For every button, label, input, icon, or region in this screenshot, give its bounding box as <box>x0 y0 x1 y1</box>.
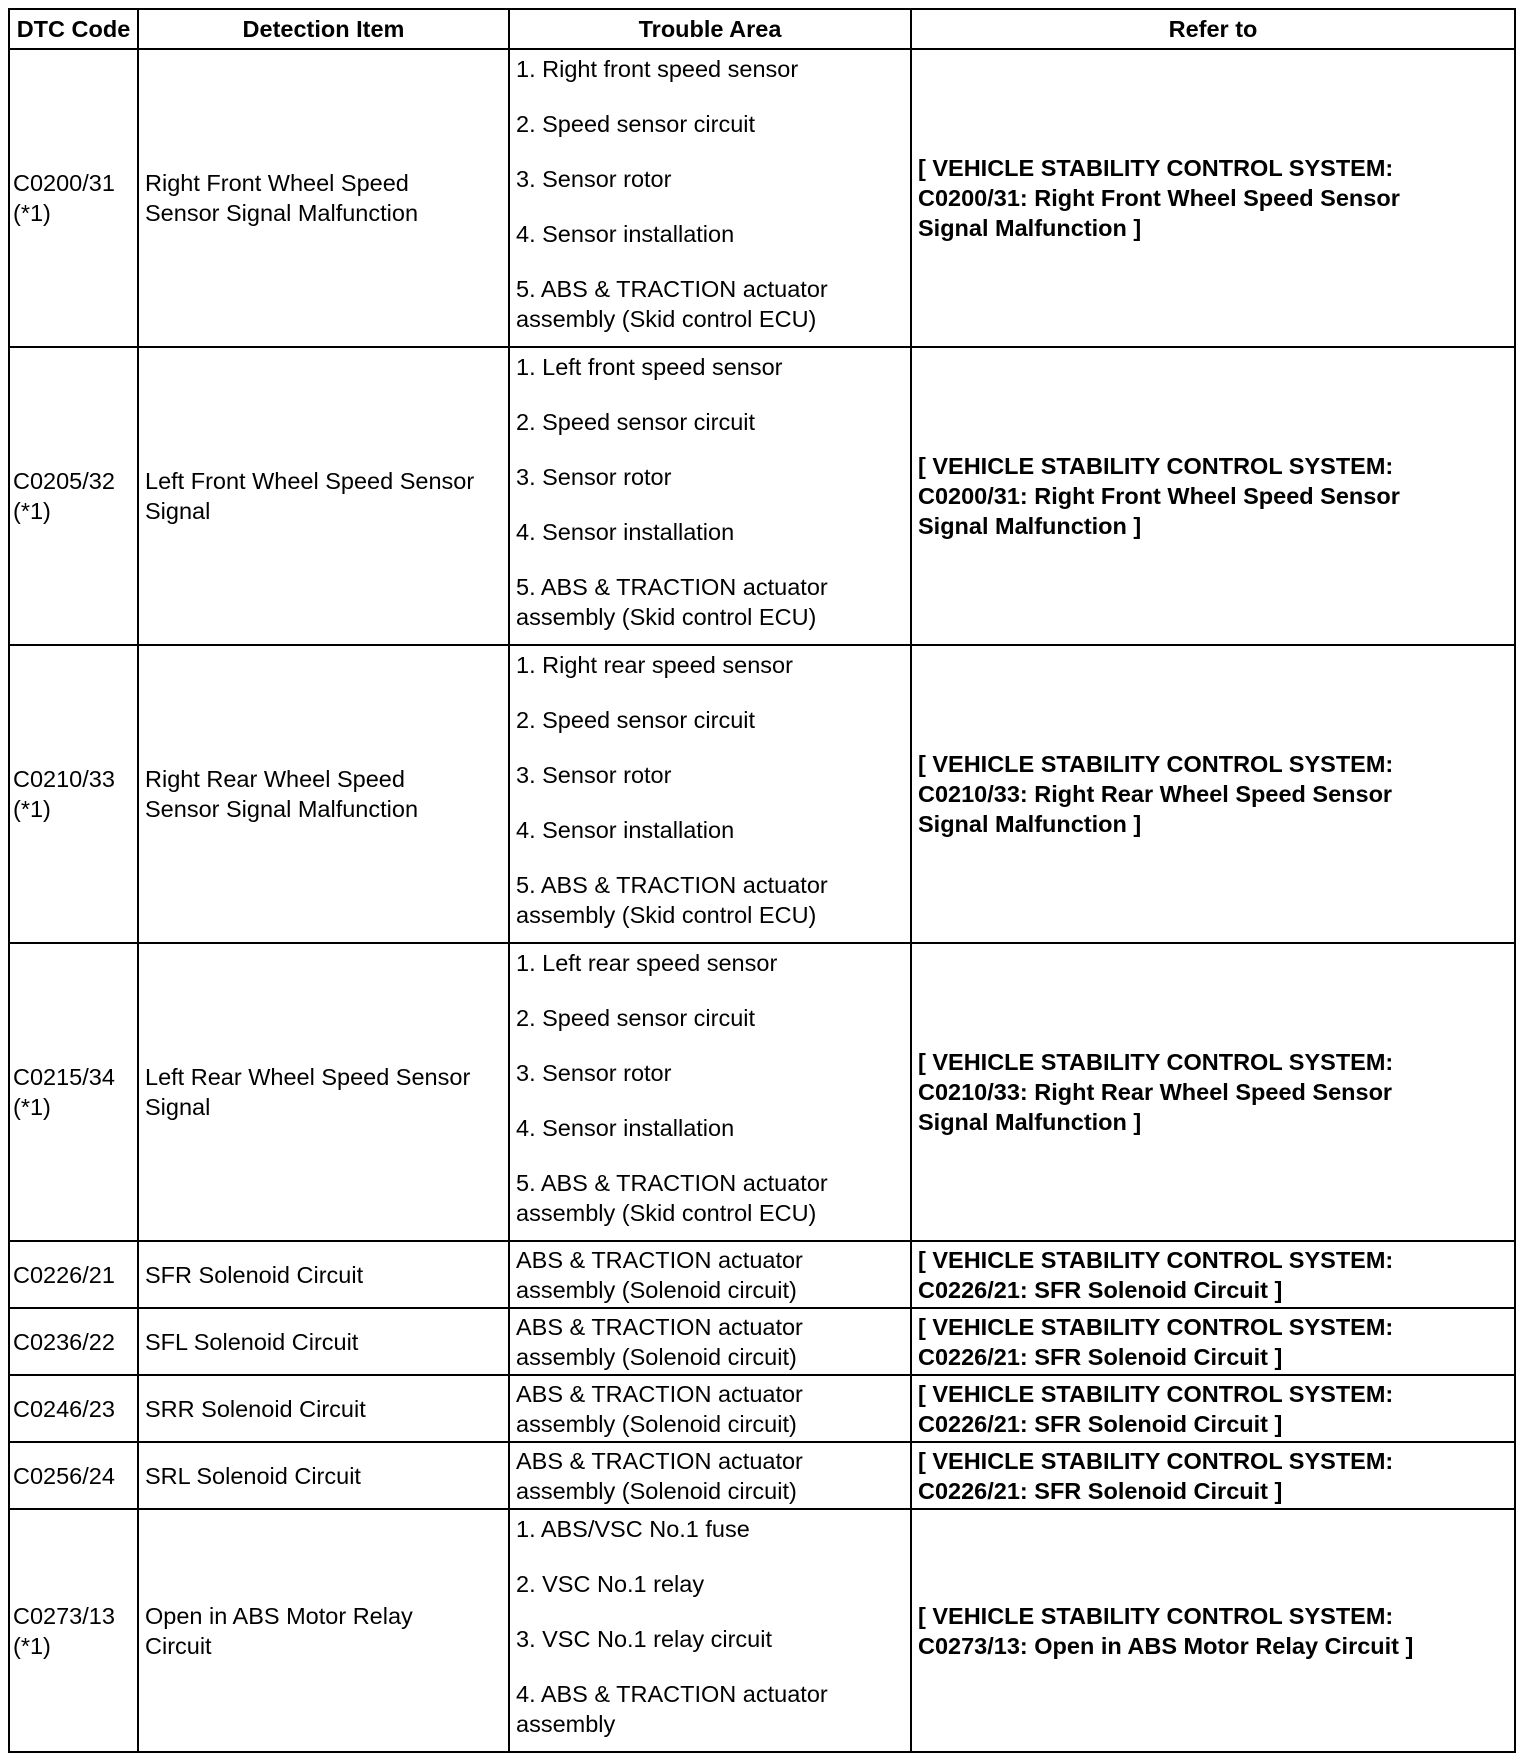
refer-to-cell <box>911 943 1515 1241</box>
table-row <box>9 1241 1515 1308</box>
refer-to-link-line: [ VEHICLE STABILITY CONTROL SYSTEM: <box>918 1313 1394 1340</box>
dtc-code-line: (*1) <box>13 796 51 822</box>
refer-to-link-line: Signal Malfunction ] <box>918 1109 1142 1135</box>
trouble-area-item: 1. Right front speed sensor <box>516 56 799 82</box>
dtc-code-cell <box>9 943 138 1241</box>
dtc-code-cell <box>9 1375 138 1442</box>
refer-to-cell <box>911 1509 1515 1752</box>
trouble-area-list <box>516 54 904 334</box>
refer-to-link-line: [ VEHICLE STABILITY CONTROL SYSTEM: <box>918 1380 1394 1407</box>
detection-item-line: Right Rear Wheel Speed <box>145 766 405 792</box>
detection-item-line: Sensor Signal Malfunction <box>145 796 419 822</box>
refer-to-link-line: Signal Malfunction ] <box>918 811 1142 837</box>
trouble-area-list <box>516 1312 904 1372</box>
dtc-code-cell <box>9 347 138 645</box>
trouble-area-cell <box>509 1375 911 1442</box>
trouble-area-item: ABS & TRACTION actuator assembly (Solenoid circuit) <box>516 1380 803 1437</box>
trouble-area-item: 2. VSC No.1 relay <box>516 1571 705 1597</box>
dtc-code-line: C0210/33 <box>13 766 115 792</box>
table-body <box>9 49 1515 1752</box>
refer-to-link-line: C0273/13: Open in ABS Motor Relay Circuit ] <box>918 1632 1414 1659</box>
table-row <box>9 1442 1515 1509</box>
trouble-area-item: ABS & TRACTION actuator assembly (Solenoid circuit) <box>516 1447 803 1504</box>
detection-item-cell <box>138 1241 509 1308</box>
trouble-area-list <box>516 650 904 930</box>
trouble-area-cell <box>509 943 911 1241</box>
detection-item-line: Open in ABS Motor Relay <box>145 1602 413 1629</box>
refer-to-link-line: C0210/33: Right Rear Wheel Speed Sensor <box>918 781 1393 807</box>
trouble-area-cell <box>509 49 911 347</box>
trouble-area-item: 1. Right rear speed sensor <box>516 652 793 678</box>
dtc-code-cell <box>9 1241 138 1308</box>
trouble-area-item: 1. Left rear speed sensor <box>516 950 778 976</box>
dtc-code-line: C0256/24 <box>13 1462 115 1489</box>
refer-to-link-line: [ VEHICLE STABILITY CONTROL SYSTEM: <box>918 1246 1394 1273</box>
trouble-area-item: 3. Sensor rotor <box>516 464 672 490</box>
trouble-area-item: 1. Left front speed sensor <box>516 354 783 380</box>
refer-to-link-line: C0200/31: Right Front Wheel Speed Sensor <box>918 185 1400 211</box>
trouble-area-item: 2. Speed sensor circuit <box>516 409 756 435</box>
detection-item-cell <box>138 1442 509 1509</box>
detection-item-cell <box>138 645 509 943</box>
dtc-code-line: (*1) <box>13 1632 51 1659</box>
dtc-code-line: (*1) <box>13 1094 51 1120</box>
trouble-area-item: 4. Sensor installation <box>516 1115 735 1141</box>
detection-item-cell <box>138 943 509 1241</box>
dtc-table <box>8 8 1516 1753</box>
trouble-area-list <box>516 1446 904 1506</box>
trouble-area-list <box>516 1245 904 1305</box>
detection-item-line: SRL Solenoid Circuit <box>145 1462 361 1489</box>
table-row <box>9 1509 1515 1752</box>
dtc-code-line: C0205/32 <box>13 468 115 494</box>
refer-to-link-line: C0210/33: Right Rear Wheel Speed Sensor <box>918 1079 1393 1105</box>
trouble-area-item: 4. Sensor installation <box>516 221 735 247</box>
trouble-area-cell <box>509 1241 911 1308</box>
table-row <box>9 347 1515 645</box>
table-row <box>9 1375 1515 1442</box>
refer-to-cell <box>911 1375 1515 1442</box>
dtc-code-line: (*1) <box>13 200 51 226</box>
header-row <box>9 9 1515 49</box>
detection-item-line: Signal <box>145 1094 211 1120</box>
trouble-area-item: 3. Sensor rotor <box>516 166 672 192</box>
trouble-area-item: 4. Sensor installation <box>516 519 735 545</box>
refer-to-cell <box>911 1442 1515 1509</box>
detection-item-line: Signal <box>145 498 211 524</box>
dtc-code-line: C0215/34 <box>13 1064 115 1090</box>
trouble-area-item: ABS & TRACTION actuator assembly (Solenoid circuit) <box>516 1246 803 1303</box>
header-refer-to: Refer to <box>911 9 1515 49</box>
refer-to-cell <box>911 1241 1515 1308</box>
trouble-area-list <box>516 1514 904 1739</box>
detection-item-line: Right Front Wheel Speed <box>145 170 409 196</box>
trouble-area-cell <box>509 645 911 943</box>
refer-to-link-line: [ VEHICLE STABILITY CONTROL SYSTEM: <box>918 1602 1394 1629</box>
trouble-area-item: 5. ABS & TRACTION actuator assembly (Skid control ECU) <box>516 574 828 630</box>
trouble-area-list <box>516 1379 904 1439</box>
detection-item-line: Left Front Wheel Speed Sensor <box>145 468 475 494</box>
dtc-code-cell <box>9 645 138 943</box>
dtc-code-line: C0246/23 <box>13 1395 115 1422</box>
trouble-area-item: 3. Sensor rotor <box>516 1060 672 1086</box>
header-trouble-area: Trouble Area <box>509 9 911 49</box>
refer-to-link-line: C0226/21: SFR Solenoid Circuit ] <box>918 1343 1283 1370</box>
detection-item-line: SRR Solenoid Circuit <box>145 1395 366 1422</box>
table-row <box>9 1308 1515 1375</box>
detection-item-line: Circuit <box>145 1632 212 1659</box>
dtc-code-line: C0226/21 <box>13 1261 115 1288</box>
refer-to-link-line: [ VEHICLE STABILITY CONTROL SYSTEM: <box>918 751 1394 777</box>
trouble-area-item: 4. Sensor installation <box>516 817 735 843</box>
trouble-area-item: 4. ABS & TRACTION actuator assembly <box>516 1681 828 1737</box>
trouble-area-item: 2. Speed sensor circuit <box>516 1005 756 1031</box>
refer-to-link-line: C0226/21: SFR Solenoid Circuit ] <box>918 1276 1283 1303</box>
table-row <box>9 49 1515 347</box>
refer-to-cell <box>911 1308 1515 1375</box>
detection-item-cell <box>138 1509 509 1752</box>
detection-item-line: SFR Solenoid Circuit <box>145 1261 364 1288</box>
trouble-area-item: 5. ABS & TRACTION actuator assembly (Skid control ECU) <box>516 276 828 332</box>
trouble-area-cell <box>509 1308 911 1375</box>
refer-to-link-line: Signal Malfunction ] <box>918 513 1142 539</box>
detection-item-cell <box>138 49 509 347</box>
header-detection-item: Detection Item <box>138 9 509 49</box>
refer-to-link-line: [ VEHICLE STABILITY CONTROL SYSTEM: <box>918 155 1394 181</box>
refer-to-link-line: [ VEHICLE STABILITY CONTROL SYSTEM: <box>918 1447 1394 1474</box>
trouble-area-list <box>516 352 904 632</box>
trouble-area-item: 1. ABS/VSC No.1 fuse <box>516 1516 750 1542</box>
header-dtc-code: DTC Code <box>9 9 138 49</box>
refer-to-cell <box>911 49 1515 347</box>
refer-to-link-line: C0226/21: SFR Solenoid Circuit ] <box>918 1477 1283 1504</box>
trouble-area-item: 2. Speed sensor circuit <box>516 111 756 137</box>
dtc-code-line: C0200/31 <box>13 170 115 196</box>
refer-to-link-line: [ VEHICLE STABILITY CONTROL SYSTEM: <box>918 453 1394 479</box>
trouble-area-item: 3. VSC No.1 relay circuit <box>516 1626 772 1652</box>
detection-item-line: Left Rear Wheel Speed Sensor <box>145 1064 471 1090</box>
trouble-area-item: 2. Speed sensor circuit <box>516 707 756 733</box>
detection-item-cell <box>138 347 509 645</box>
dtc-code-cell <box>9 49 138 347</box>
trouble-area-cell <box>509 347 911 645</box>
trouble-area-cell <box>509 1442 911 1509</box>
trouble-area-item: 5. ABS & TRACTION actuator assembly (Skid control ECU) <box>516 1170 828 1226</box>
trouble-area-item: 3. Sensor rotor <box>516 762 672 788</box>
dtc-code-line: C0236/22 <box>13 1328 115 1355</box>
dtc-code-cell <box>9 1442 138 1509</box>
trouble-area-cell <box>509 1509 911 1752</box>
dtc-code-cell <box>9 1509 138 1752</box>
refer-to-link-line: C0226/21: SFR Solenoid Circuit ] <box>918 1410 1283 1437</box>
dtc-code-line: (*1) <box>13 498 51 524</box>
detection-item-line: SFL Solenoid Circuit <box>145 1328 359 1355</box>
detection-item-line: Sensor Signal Malfunction <box>145 200 419 226</box>
table-row <box>9 645 1515 943</box>
dtc-code-cell <box>9 1308 138 1375</box>
table-row <box>9 943 1515 1241</box>
trouble-area-list <box>516 948 904 1228</box>
detection-item-cell <box>138 1375 509 1442</box>
table-header <box>9 9 1515 49</box>
refer-to-link-line: [ VEHICLE STABILITY CONTROL SYSTEM: <box>918 1049 1394 1075</box>
refer-to-cell <box>911 347 1515 645</box>
trouble-area-item: 5. ABS & TRACTION actuator assembly (Skid control ECU) <box>516 872 828 928</box>
trouble-area-item: ABS & TRACTION actuator assembly (Solenoid circuit) <box>516 1313 803 1370</box>
refer-to-link-line: Signal Malfunction ] <box>918 215 1142 241</box>
detection-item-cell <box>138 1308 509 1375</box>
dtc-code-line: C0273/13 <box>13 1602 115 1629</box>
refer-to-cell <box>911 645 1515 943</box>
refer-to-link-line: C0200/31: Right Front Wheel Speed Sensor <box>918 483 1400 509</box>
